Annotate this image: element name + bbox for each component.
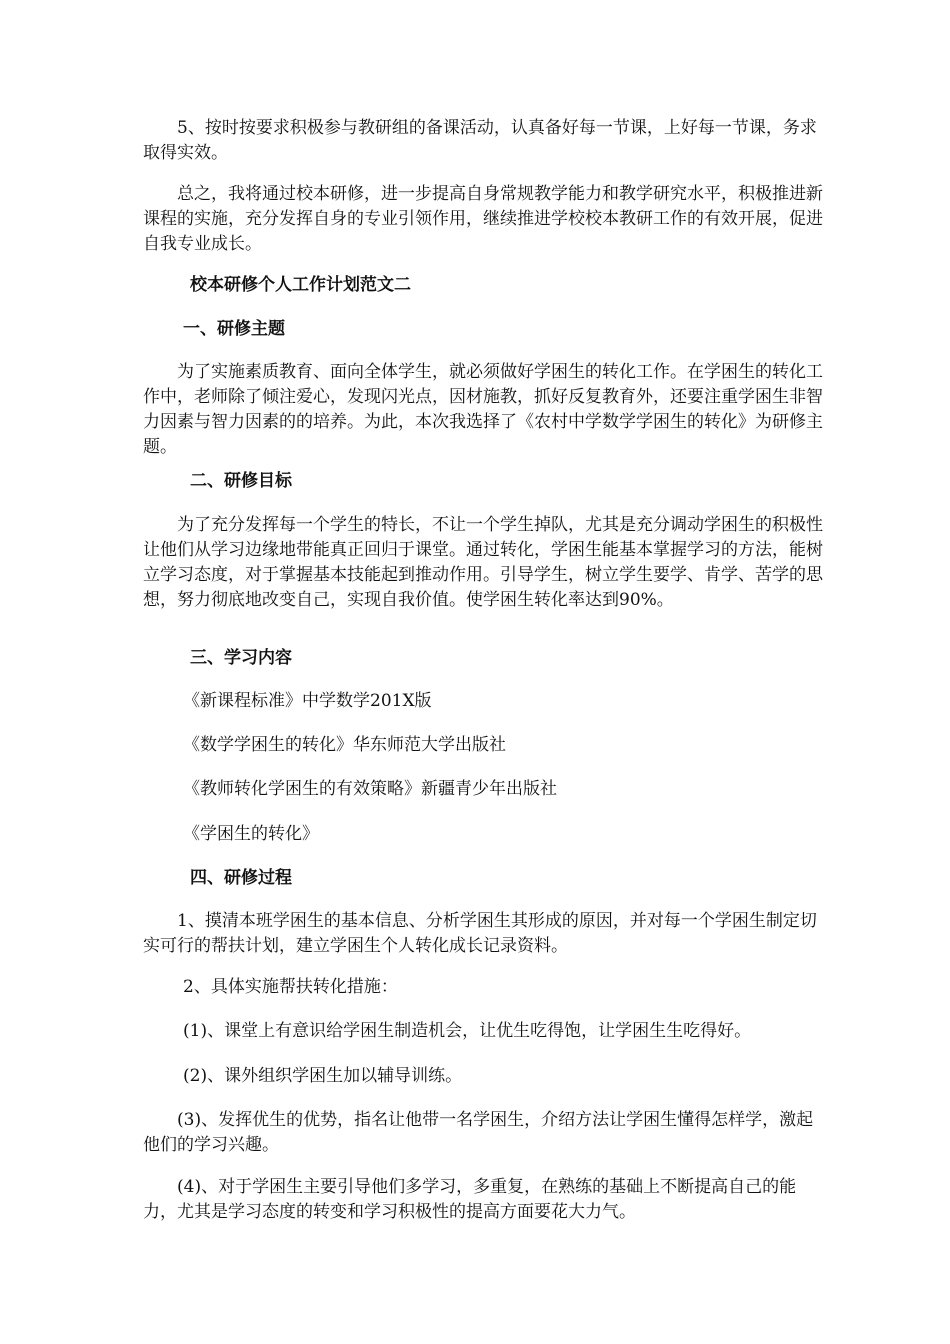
paragraph-substep-4: (4)、对于学困生主要引导他们多学习，多重复，在熟练的基础上不断提高自己的能力，尤其是学习态度的转变和学习积极性的提高方面要花大力气。 — [143, 1177, 797, 1222]
paragraph-substep-1: (1)、课堂上有意识给学困生制造机会，让优生吃得饱，让学困生生吃得好。 — [183, 1021, 752, 1041]
section-title: 校本研修个人工作计划范文二 — [190, 275, 411, 295]
book-item-3: 《教师转化学困生的有效策略》新疆青少年出版社 — [183, 779, 557, 799]
book-item-2: 《数学学困生的转化》华东师范大学出版社 — [183, 735, 506, 755]
heading-learning-content: 三、学习内容 — [190, 648, 292, 668]
heading-research-theme: 一、研修主题 — [183, 319, 285, 339]
paragraph-substep-2: (2)、课外组织学困生加以辅导训练。 — [183, 1066, 463, 1086]
heading-research-goal: 二、研修目标 — [190, 471, 292, 491]
paragraph-summary: 总之，我将通过校本研修，进一步提高自身常规教学能力和教学研究水平，积极推进新课程的实施，充分发挥自身的专业引领作用，继续推进学校校本教研工作的有效开展，促进自我专业成长。 — [143, 184, 823, 254]
paragraph-step-2: 2、具体实施帮扶转化措施： — [183, 977, 398, 997]
paragraph-substep-3: (3)、发挥优生的优势，指名让他带一名学困生，介绍方法让学困生懂得怎样学，激起他们的学习兴趣。 — [143, 1110, 814, 1155]
paragraph-item-5: 5、按时按要求积极参与教研组的备课活动，认真备好每一节课，上好每一节课，务求取得实效。 — [143, 118, 817, 163]
book-item-1: 《新课程标准》中学数学201X版 — [183, 691, 432, 711]
paragraph-research-theme: 为了实施素质教育、面向全体学生，就必须做好学困生的转化工作。在学困生的转化工作中，老师除了倾注爱心，发现闪光点，因材施教，抓好反复教育外，还要注重学困生非智力因素与智力因素的的培养。为此，本次我选择了《农村中学数学学困生的转化》为研修主题。 — [143, 362, 823, 457]
paragraph-research-goal: 为了充分发挥每一个学生的特长，不让一个学生掉队，尤其是充分调动学困生的积极性让他们从学习边缘地带能真正回归于课堂。通过转化，学困生能基本掌握学习的方法，能树立学习态度，对于掌握基本技能起到推动作用。引导学生，树立学生要学、肯学、苦学的思想，努力彻底地改变自己，实现自我价值。使学困生转化率达到90%。 — [143, 515, 823, 610]
paragraph-step-1: 1、摸清本班学困生的基本信息、分析学困生其形成的原因，并对每一个学困生制定切实可行的帮扶计划，建立学困生个人转化成长记录资料。 — [143, 911, 817, 956]
book-item-4: 《学困生的转化》 — [183, 824, 319, 844]
heading-research-process: 四、研修过程 — [190, 868, 292, 888]
